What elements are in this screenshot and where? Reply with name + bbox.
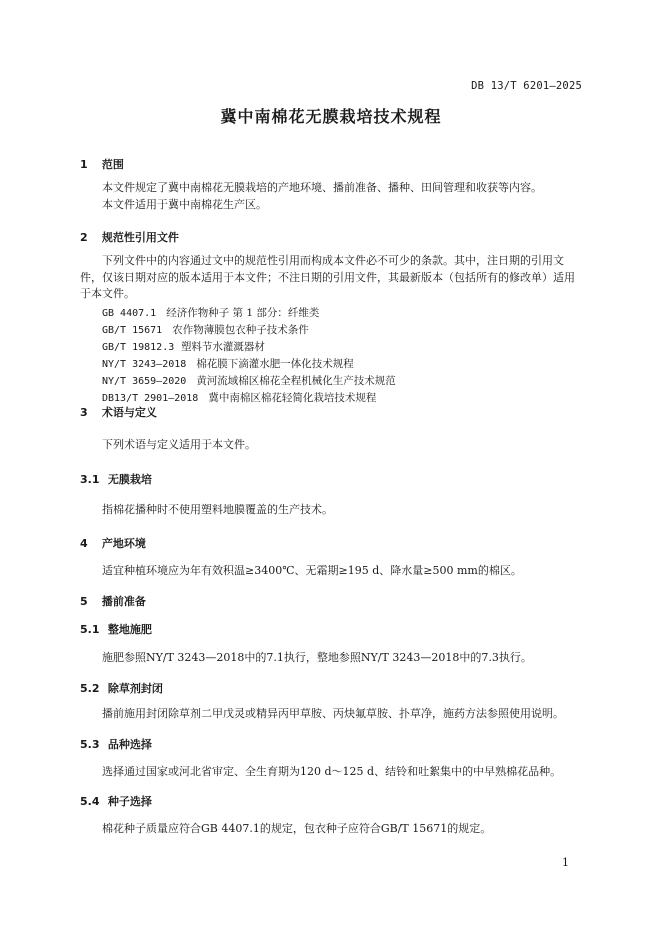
section-title: 种子选择 — [107, 795, 152, 808]
reference-name: 黄河流域棉区棉花全程机械化生产技术规范 — [196, 375, 396, 387]
reference-item — [102, 390, 376, 405]
reference-code: GB/T 15671 — [102, 325, 163, 336]
standard-code: DB 13/T 6201—2025 — [471, 80, 582, 92]
reference-name: 经济作物种子 第 1 部分：纤维类 — [166, 307, 320, 319]
reference-item — [102, 356, 354, 371]
section-title: 范围 — [101, 158, 124, 171]
section-1-heading — [80, 156, 124, 172]
section-4-heading — [80, 535, 146, 551]
section-title: 品种选择 — [107, 738, 152, 751]
section-number: 1 — [80, 158, 88, 171]
section-2-heading — [80, 229, 179, 245]
section-3-1-heading — [80, 471, 152, 487]
section-title: 除草剂封闭 — [107, 682, 163, 695]
paragraph: 下列文件中的内容通过文中的规范性引用而构成本文件必不可少的条款。其中，注日期的引用文件，仅该日期对应的版本适用于本文件；不注日期的引用文件，其最新版本（包括所有的修改单）适用于本文件。 — [80, 254, 575, 300]
section-title: 产地环境 — [101, 537, 146, 550]
section-number: 3.1 — [80, 473, 100, 486]
section-5-3-heading — [80, 736, 152, 752]
section-number: 5.2 — [80, 682, 100, 695]
document-title: 冀中南棉花无膜栽培技术规程 — [220, 107, 442, 126]
reference-name: 冀中南棉区棉花轻简化栽培技术规程 — [208, 392, 377, 404]
reference-item — [102, 322, 309, 337]
paragraph: 本文件规定了冀中南棉花无膜栽培的产地环境、播前准备、播种、田间管理和收获等内容。 — [102, 181, 542, 194]
reference-name: 塑料节水灌溉器材 — [180, 341, 265, 353]
section-number: 5.1 — [80, 623, 100, 636]
section-5-2-heading — [80, 680, 163, 696]
reference-code: NY/T 3659—2020 — [102, 376, 187, 387]
section-number: 5.4 — [80, 795, 100, 808]
reference-name: 农作物薄膜包衣种子技术条件 — [172, 324, 309, 336]
section-5-4-heading — [80, 793, 152, 809]
section-title: 整地施肥 — [107, 623, 152, 636]
reference-item — [102, 305, 319, 320]
reference-item — [102, 339, 265, 354]
reference-code: DB13/T 2901—2018 — [102, 393, 199, 404]
reference-code: NY/T 3243—2018 — [102, 359, 187, 370]
paragraph: 棉花种子质量应符合GB 4407.1的规定，包衣种子应符合GB/T 15671的规定。 — [102, 822, 492, 835]
paragraph: 选择通过国家或河北省审定、全生育期为120 d～125 d、结铃和吐絮集中的中早熟棉花品种。 — [102, 765, 562, 778]
paragraph: 本文件适用于冀中南棉花生产区。 — [102, 198, 267, 211]
section-title: 播前准备 — [101, 595, 146, 608]
section-number: 3 — [80, 406, 88, 419]
section-title: 术语与定义 — [101, 406, 157, 419]
section-number: 4 — [80, 537, 88, 550]
paragraph: 施肥参照NY/T 3243—2018中的7.1执行，整地参照NY/T 3243—2018中的7.3执行。 — [102, 651, 532, 664]
section-number: 2 — [80, 231, 88, 244]
section-3-heading — [80, 404, 157, 420]
section-5-1-heading — [80, 621, 152, 637]
reference-code: GB 4407.1 — [102, 308, 157, 319]
section-5-heading — [80, 593, 146, 609]
paragraph: 播前施用封闭除草剂二甲戊灵或精异丙甲草胺、丙炔氟草胺、扑草净，施药方法参照使用说明。 — [102, 707, 564, 720]
paragraph: 下列术语与定义适用于本文件。 — [102, 438, 256, 451]
reference-item — [102, 373, 396, 388]
reference-name: 棉花膜下滴灌水肥一体化技术规程 — [196, 358, 354, 370]
reference-code: GB/T 19812.3 — [102, 342, 175, 353]
section-title: 无膜栽培 — [107, 473, 152, 486]
paragraph: 适宜种植环境应为年有效积温≥3400℃、无霜期≥195 d、降水量≥500 mm的棉区。 — [102, 564, 522, 577]
paragraph: 指棉花播种时不使用塑料地膜覆盖的生产技术。 — [102, 503, 333, 516]
section-number: 5 — [80, 595, 88, 608]
section-number: 5.3 — [80, 738, 100, 751]
page-number: 1 — [562, 856, 569, 869]
section-title: 规范性引用文件 — [101, 231, 179, 244]
